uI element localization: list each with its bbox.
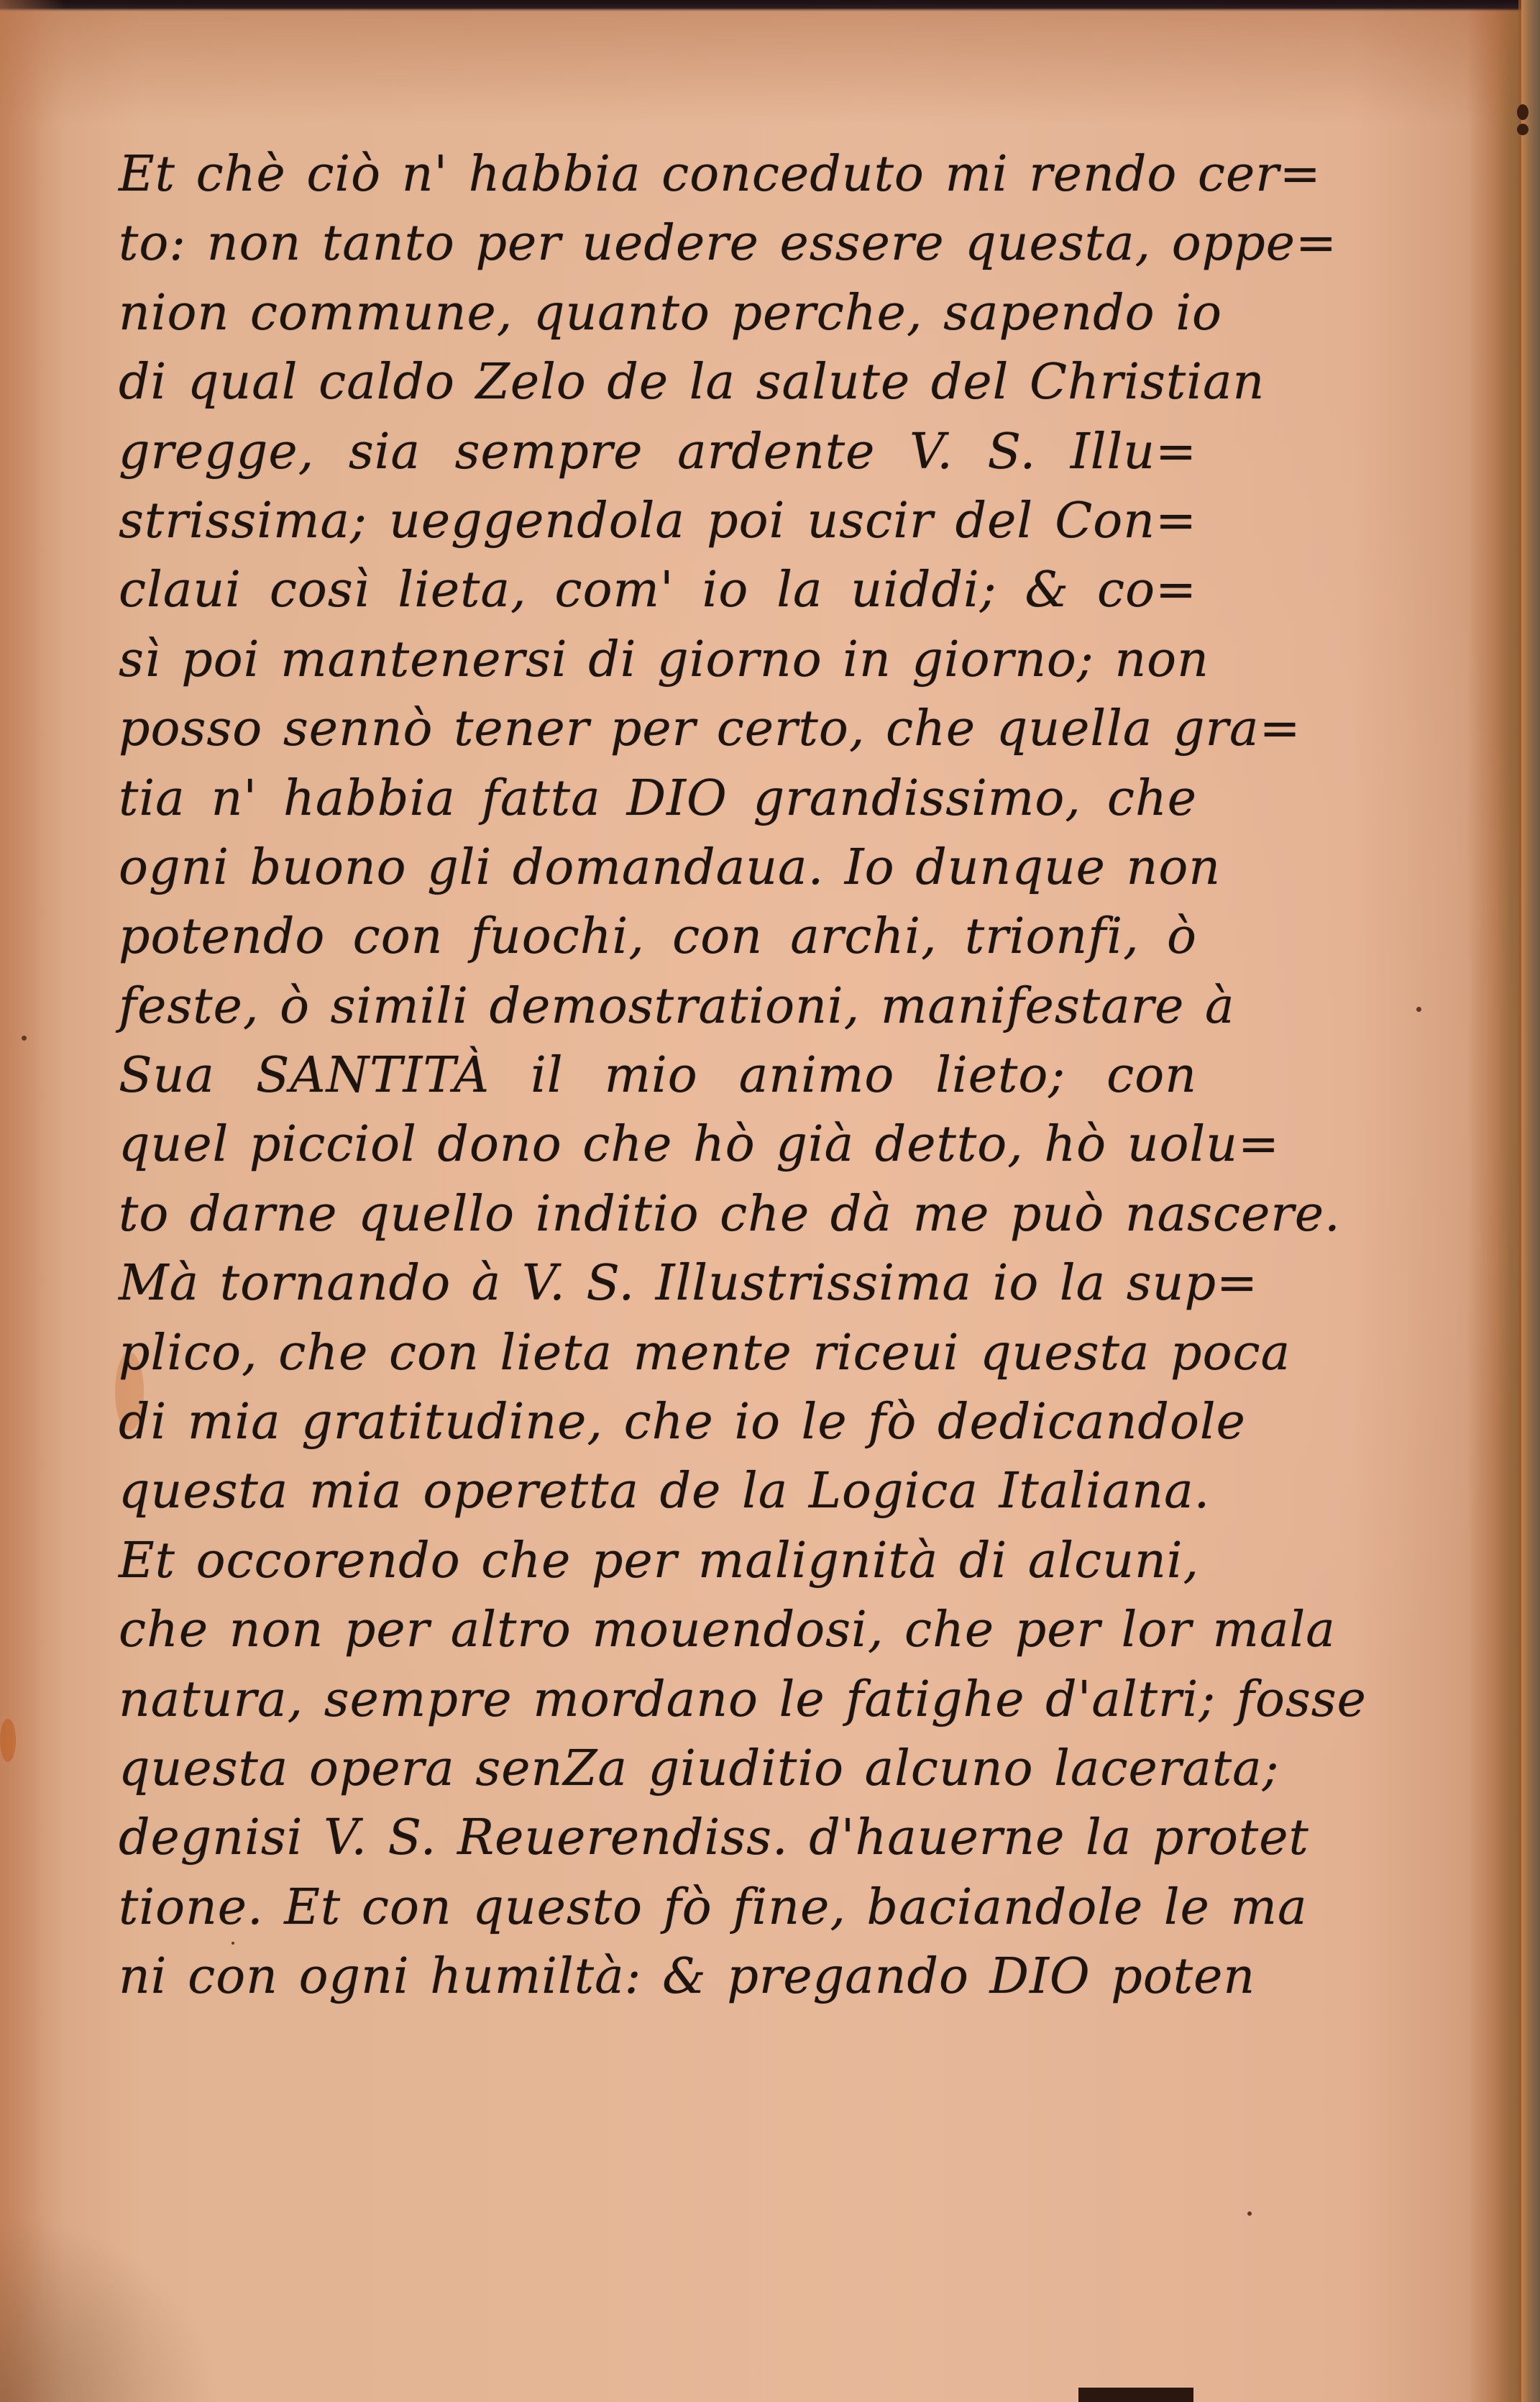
text-line-21: Et occorendo che per malignità di alcuni, <box>119 1532 1200 1589</box>
text-line-19: di mia gratitudine, che io le fò dedicandole <box>119 1394 1246 1451</box>
text-line-2: to: non tanto per uedere essere questa, oppe= <box>119 215 1337 273</box>
text-line-10: tia n' habbia fatta DIO grandissimo, che <box>119 770 1197 827</box>
text-line-15: quel picciol dono che hò già detto, hò uolu= <box>119 1116 1280 1174</box>
top-page-shade <box>0 10 1540 125</box>
text-line-1: Et chè ciò n' habbia conceduto mi rendo cer= <box>119 146 1321 203</box>
book-binding-edge <box>1521 0 1540 2402</box>
text-line-11: ogni buono gli domandaua. Io dunque non <box>119 839 1222 896</box>
text-line-14: Sua SANTITÀ il mio animo lieto; con <box>119 1047 1197 1105</box>
paper-speck <box>1416 1007 1421 1012</box>
text-line-7: claui così lieta, com' io la uiddi; & co= <box>119 562 1197 619</box>
text-line-26: tione. Et con questo fò fine, baciandole le ma <box>119 1878 1308 1936</box>
text-line-12: potendo con fuochi, con archi, trionfi, ò <box>119 908 1197 966</box>
text-line-22: che non per altro mouendosi, che per lor mala <box>119 1602 1336 1659</box>
binding-mark <box>1517 124 1528 135</box>
text-line-24: questa opera senZa giuditio alcuno lacerata; <box>119 1740 1280 1797</box>
text-line-17: Mà tornando à V. S. Illustrissima io la sup= <box>119 1255 1258 1312</box>
text-line-20: questa mia operetta de la Logica Italiana. <box>119 1463 1211 1520</box>
binding-mark <box>1517 104 1528 120</box>
paper-stain <box>0 1719 16 1762</box>
text-line-4: di qual caldo Zelo de la salute del Christian <box>119 354 1265 411</box>
bottom-edge-shadow <box>1078 2388 1193 2402</box>
text-line-8: sì poi mantenersi di giorno in giorno; non <box>119 631 1209 688</box>
body-text <box>119 140 1367 2012</box>
text-line-18: plico, che con lieta mente riceui questa poca <box>119 1324 1291 1382</box>
text-line-6: strissima; ueggendola poi uscir del Con= <box>119 492 1197 549</box>
text-line-16: to darne quello inditio che dà me può nascere. <box>119 1185 1341 1243</box>
paper-speck <box>22 1036 27 1041</box>
text-line-23: natura, sempre mordano le fatighe d'altri; fosse <box>119 1671 1367 1728</box>
text-line-27: ni con ogni humiltà: & pregando DIO poten <box>119 1948 1256 2006</box>
text-line-25: degnisi V. S. Reuerendiss. d'hauerne la protet <box>119 1809 1309 1867</box>
bottom-left-page-shade <box>0 2086 359 2402</box>
left-page-shade <box>0 0 65 2402</box>
text-line-5: gregge, sia sempre ardente V. S. Illu= <box>119 423 1197 480</box>
text-line-9: posso sennò tener per certo, che quella gra= <box>119 700 1301 758</box>
text-line-13: feste, ò simili demostrationi, manifestare à <box>119 977 1235 1035</box>
paper-speck <box>1247 2211 1252 2216</box>
text-line-3: nion commune, quanto perche, sapendo io <box>119 284 1222 342</box>
